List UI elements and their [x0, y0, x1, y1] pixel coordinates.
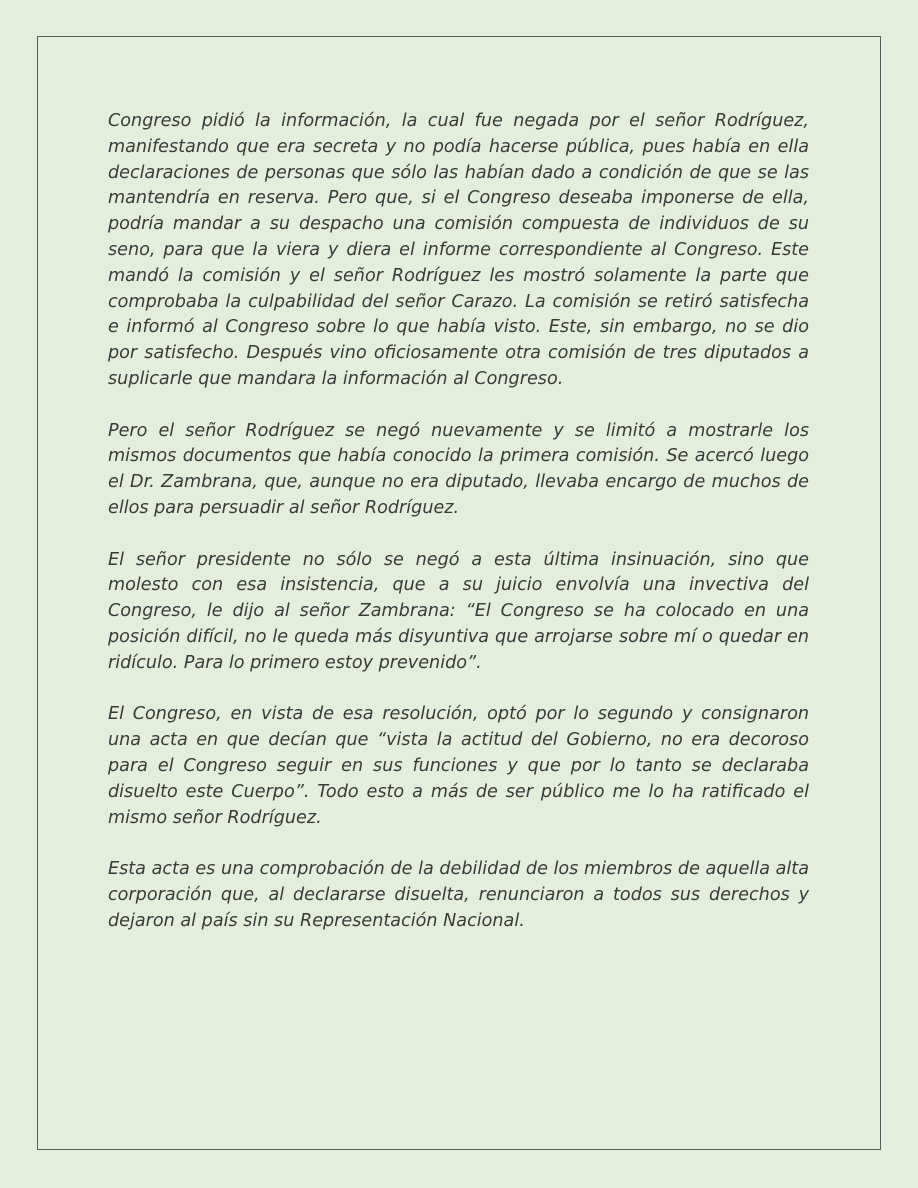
paragraph-4: El Congreso, en vista de esa resolución, optó por lo segundo y consignaron una acta en que decían que “vista la actitud del Gobierno, no era decoroso para el Congreso seguir en sus funciones y que por lo tanto se declaraba disuelto este Cuerpo”. Todo esto a más de ser público me lo ha ratificado el mismo señor Rodríguez. [108, 704, 809, 828]
paragraph-1: Congreso pidió la información, la cual fue negada por el señor Rodríguez, manifestando que era secreta y no podía hacerse pública, pues había en ella declaraciones de personas que sólo las habían dado a condición de que se las mantendría en reserva. Pero que, si el Congreso deseaba imponerse de ella, podría mandar a su despacho una comisión compuesta de individuos de su seno, para que la viera y diera el informe correspondiente al Congreso. Este mandó la comisión y el señor Rodríguez les mostró solamente la parte que comprobaba la culpabilidad del señor Carazo. La comisión se retiró satisfecha e informó al Congreso sobre lo que había visto. Este, sin embargo, no se dio por satisfecho. Después vino oficiosamente otra comisión de tres diputados a suplicarle que mandara la información al Congreso. [108, 111, 809, 389]
document-body [108, 109, 809, 960]
paragraph-2: Pero el señor Rodríguez se negó nuevamente y se limitó a mostrarle los mismos documentos que había conocido la primera comisión. Se acercó luego el Dr. Zambrana, que, aunque no era diputado, llevaba encargo de muchos de ellos para persuadir al señor Rodríguez. [108, 420, 809, 518]
paragraph-3: El señor presidente no sólo se negó a esta última insinuación, sino que molesto con esa insistencia, que a su juicio envolvía una invectiva del Congreso, le dijo al señor Zambrana: “El Congreso se ha colocado en una posición difícil, no le queda más disyuntiva que arrojarse sobre mí o quedar en ridículo. Para lo primero estoy prevenido”. [108, 549, 809, 673]
paragraph-5: Esta acta es una comprobación de la debilidad de los miembros de aquella alta corporación que, al declararse disuelta, renunciaron a todos sus derechos y dejaron al país sin su Representación Nacional. [108, 859, 809, 931]
